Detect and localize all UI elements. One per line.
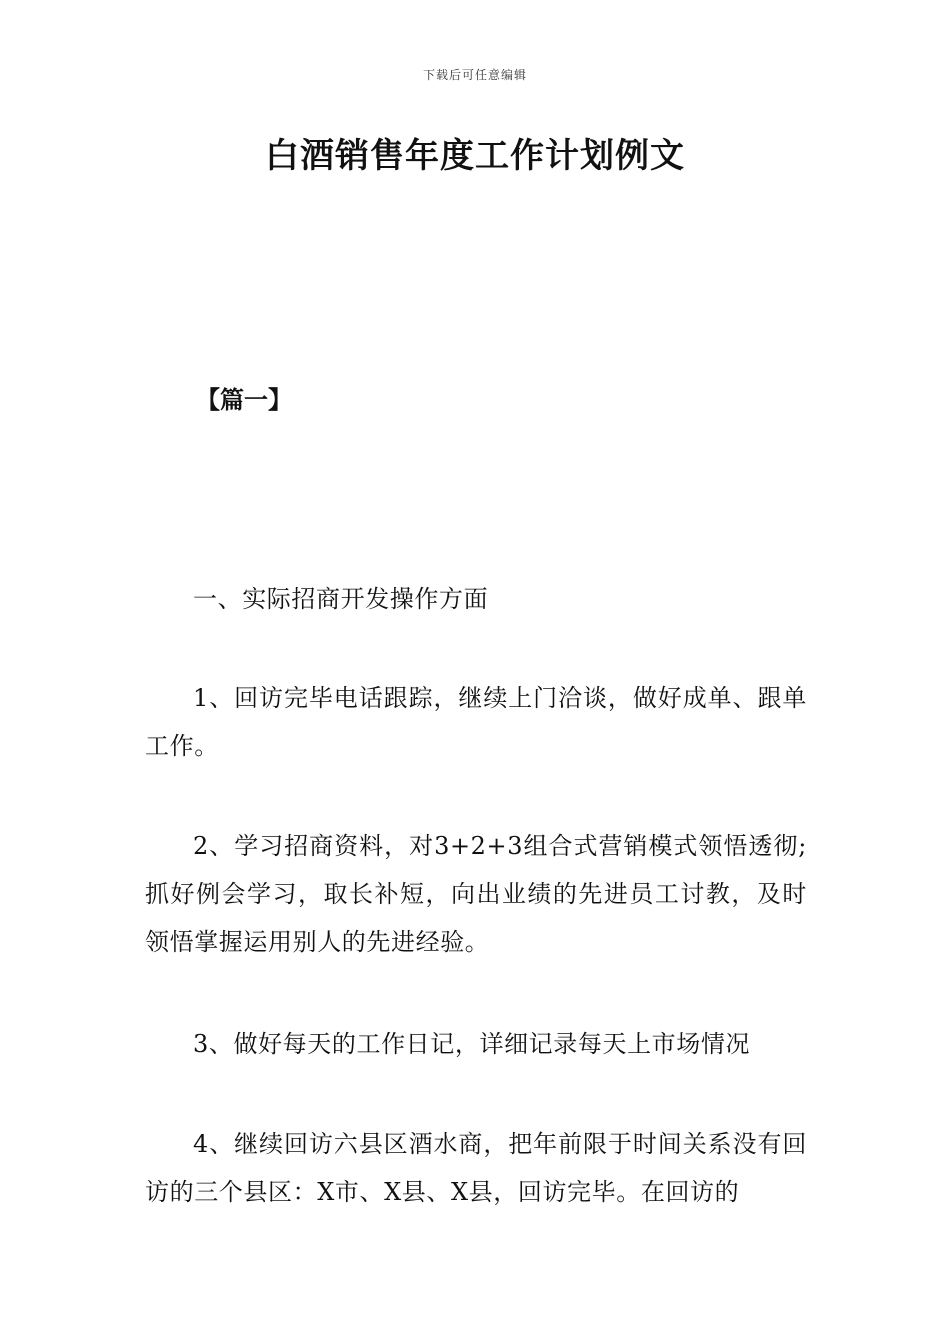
document-title: 白酒销售年度工作计划例文 [265,136,685,176]
paragraph-item-2: 2、学习招商资料，对3+2+3组合式营销模式领悟透彻;抓好例会学习，取长补短，向出业绩的先进员工讨教，及时领悟掌握运用别人的先进经验。 [145,832,807,956]
section-heading: 一、实际招商开发操作方面 [193,585,489,613]
paragraph-item-1: 1、回访完毕电话跟踪，继续上门洽谈，做好成单、跟单工作。 [145,684,807,760]
paragraph-item-3: 3、做好每天的工作日记，详细记录每天上市场情况 [193,1030,751,1058]
section-label: 【篇一】 [196,386,292,414]
header-note: 下载后可任意编辑 [422,68,527,82]
paragraph-item-4: 4、继续回访六县区酒水商，把年前限于时间关系没有回访的三个县区：X市、X县、X县，回访完毕。在回访的 [145,1130,807,1206]
